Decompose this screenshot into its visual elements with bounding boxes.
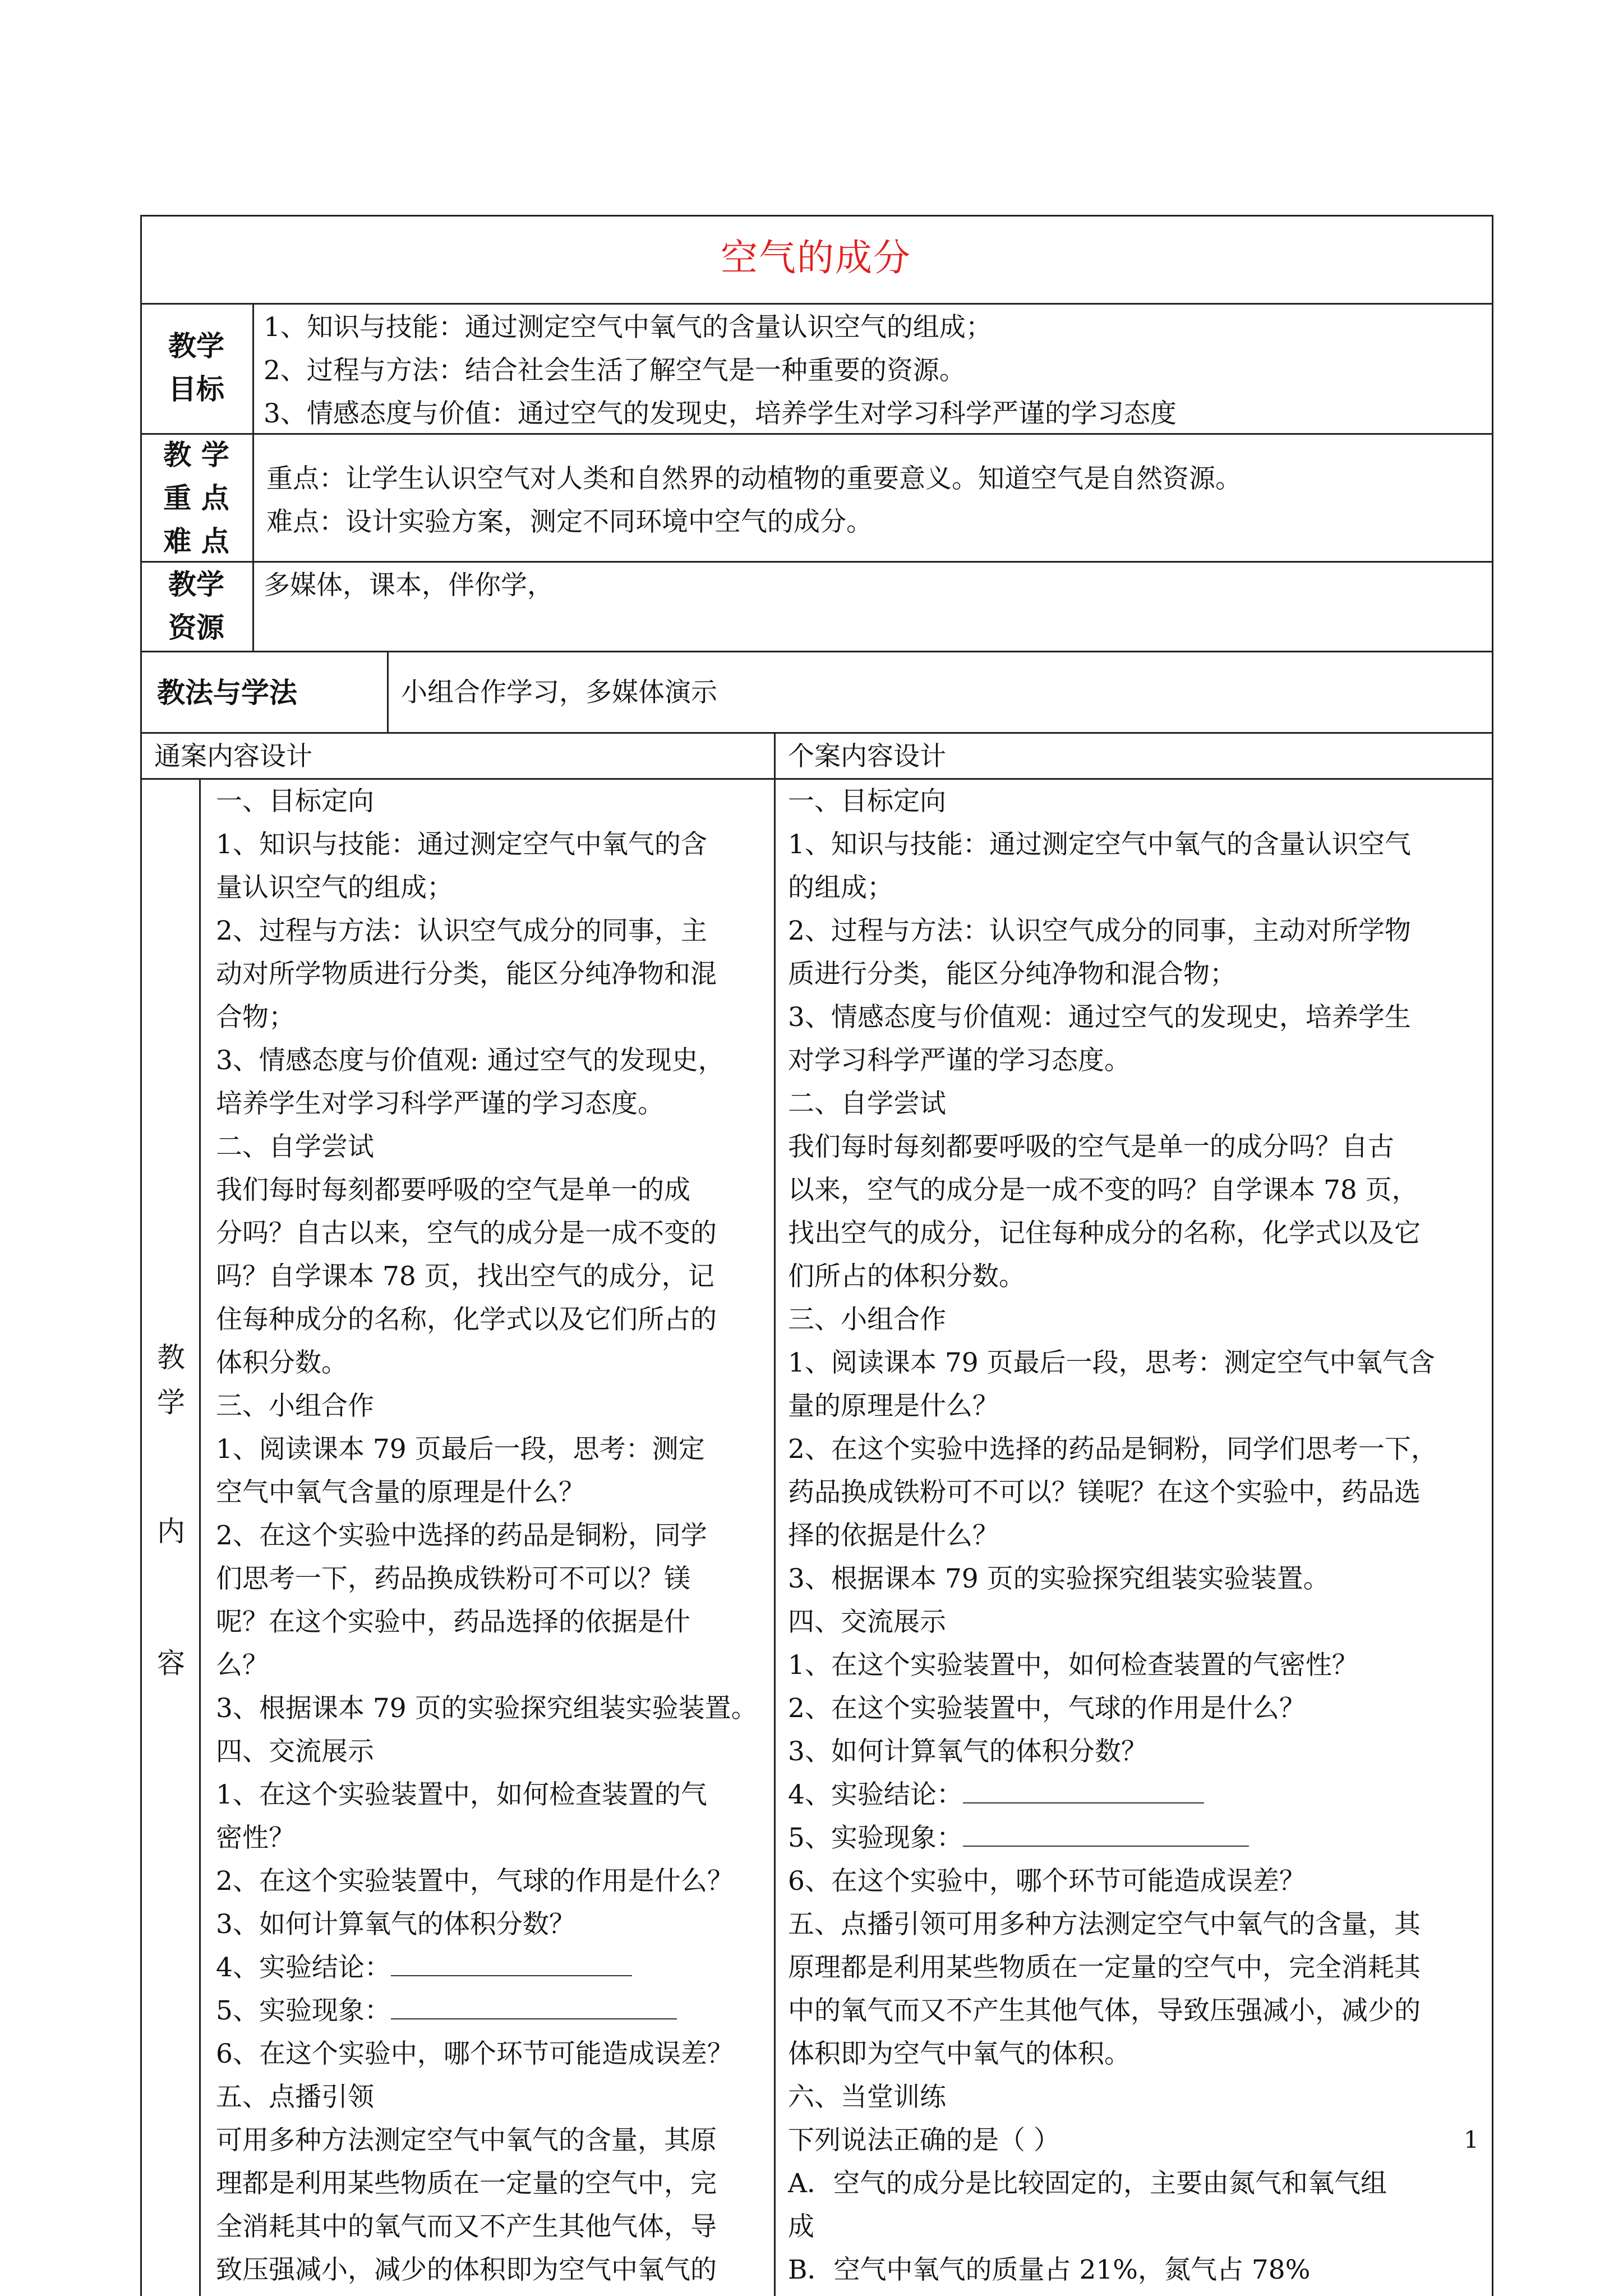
content-line — [788, 1816, 1489, 1860]
line-text: 二、自学尝试 — [216, 1131, 374, 1162]
line-text: 择的依据是什么？ — [788, 1520, 999, 1551]
line-text: 呢？在这个实验中，药品选择的依据是什 — [216, 1607, 690, 1637]
methods-label: 教法与学法 — [157, 676, 297, 709]
content-line — [788, 953, 1489, 996]
keypoints-label: 教 学 重 点 难 点 — [163, 438, 229, 558]
content-line — [216, 1212, 771, 1255]
content-line — [788, 1989, 1489, 2032]
content-line — [216, 1298, 771, 1341]
content-line — [216, 1471, 771, 1514]
content-line — [216, 1816, 771, 1860]
line-text: 五、点播引领可用多种方法测定空气中氧气的含量，其 — [788, 1909, 1421, 1940]
left-column-header: 通案内容设计 — [154, 741, 312, 772]
content-line — [788, 2076, 1489, 2119]
content-line — [216, 1039, 771, 1082]
line-text: 我们每时每刻都要呼吸的空气是单一的成 — [216, 1175, 690, 1205]
content-line — [216, 780, 771, 823]
line-text: 空气中氧气含量的原理是什么？ — [216, 1477, 585, 1508]
line-text: 1、阅读课本 79 页最后一段，思考：测定空气中氧气含 — [788, 1347, 1435, 1378]
content-line — [788, 1514, 1489, 1557]
content-line — [216, 1168, 771, 1212]
content-line — [216, 823, 771, 866]
line-text: 2、在这个实验装置中，气球的作用是什么？ — [216, 1866, 734, 1897]
line-text: 药品换成铁粉可不可以？镁呢？在这个实验中，药品选 — [788, 1477, 1421, 1508]
line-text: 致压强减小，减少的体积即为空气中氧气的 — [216, 2254, 717, 2285]
content-line — [216, 1082, 771, 1125]
line-text: 培养学生对学习科学严谨的学习态度。 — [216, 1088, 664, 1119]
side-label-char: 教 — [157, 1341, 185, 1374]
content-line — [788, 1255, 1489, 1298]
keypoint-item: 重点：让学生认识空气对人类和自然界的动植物的重要意义。知道空气是自然资源。 — [266, 463, 1242, 494]
objectives-label: 教学 目标 — [168, 329, 224, 406]
line-text: 以来，空气的成分是一成不变的吗？自学课本 78 页， — [788, 1175, 1418, 1205]
content-line — [216, 1384, 771, 1428]
line-text: 2、过程与方法：认识空气成分的同事，主 — [216, 915, 707, 946]
line-text: 体积分数。 — [216, 1347, 348, 1378]
methods-text: 小组合作学习，多媒体演示 — [401, 677, 717, 708]
line-text: 们所占的体积分数。 — [788, 1261, 1025, 1292]
content-line — [788, 2119, 1489, 2162]
content-line — [788, 1212, 1489, 1255]
content-line — [216, 866, 771, 909]
line-text: 住每种成分的名称，化学式以及它们所占的 — [216, 1304, 717, 1335]
table-rule-resources — [140, 651, 1493, 652]
content-line — [788, 1039, 1489, 1082]
line-text: 2、在这个实验中选择的药品是铜粉，同学们思考一下， — [788, 1434, 1437, 1465]
content-line — [216, 1644, 771, 1687]
line-text: 么？ — [216, 1650, 269, 1681]
content-line — [788, 1687, 1489, 1730]
content-line — [788, 1557, 1489, 1600]
content-line — [788, 866, 1489, 909]
content-line — [788, 1903, 1489, 1946]
line-text: 2、在这个实验装置中，气球的作用是什么？ — [788, 1693, 1306, 1724]
general-plan-content — [216, 780, 771, 2292]
line-text: 分吗？自古以来，空气的成分是一成不变的 — [216, 1218, 717, 1249]
side-label-divider — [199, 778, 201, 2296]
table-rule-title — [140, 303, 1493, 305]
content-line — [788, 1082, 1489, 1125]
line-text: 四、交流展示 — [216, 1736, 374, 1767]
line-text: 1、阅读课本 79 页最后一段，思考：测定 — [216, 1434, 705, 1465]
line-text: 动对所学物质进行分类，能区分纯净物和混 — [216, 959, 717, 990]
content-line — [216, 1687, 771, 1730]
line-text: 我们每时每刻都要呼吸的空气是单一的成分吗？自古 — [788, 1131, 1394, 1162]
line-text: 质进行分类，能区分纯净物和混合物； — [788, 959, 1236, 990]
content-line — [216, 1773, 771, 1816]
answer-blank — [391, 1953, 632, 1976]
content-line — [216, 1730, 771, 1773]
line-text: 6、在这个实验中，哪个环节可能造成误差？ — [216, 2039, 734, 2069]
line-text: 的组成； — [788, 872, 893, 903]
content-line — [216, 909, 771, 953]
content-line — [788, 2248, 1489, 2292]
line-text: 们思考一下，药品换成铁粉可不可以？镁 — [216, 1563, 690, 1594]
line-text: 四、交流展示 — [788, 1607, 946, 1637]
content-line — [216, 2032, 771, 2076]
line-text: 一、目标定向 — [788, 786, 946, 817]
line-text: 3、根据课本 79 页的实验探究组装实验装置。 — [788, 1563, 1330, 1594]
content-line — [788, 2205, 1489, 2248]
content-line — [788, 823, 1489, 866]
line-text: A．空气的成分是比较固定的，主要由氮气和氧气组 — [788, 2168, 1387, 2199]
table-border-top — [140, 215, 1493, 217]
keypoint-item: 难点：设计实验方案，测定不同环境中空气的成分。 — [266, 507, 873, 537]
content-line — [788, 1860, 1489, 1903]
line-text: 吗？自学课本 78 页，找出空气的成分，记 — [216, 1261, 714, 1292]
line-text: 可用多种方法测定空气中氧气的含量，其原 — [216, 2125, 717, 2156]
answer-blank — [963, 1823, 1249, 1847]
content-line — [216, 1557, 771, 1600]
line-text: 体积即为空气中氧气的体积。 — [788, 2039, 1131, 2069]
content-line — [788, 780, 1489, 823]
content-line — [788, 1428, 1489, 1471]
line-text: 密性？ — [216, 1823, 295, 1853]
resources-label: 教学 资源 — [168, 568, 224, 644]
content-line — [216, 1125, 771, 1168]
document-title: 空气的成分 — [721, 236, 911, 279]
content-line — [216, 953, 771, 996]
line-text: 5、实验现象： — [788, 1823, 963, 1853]
content-line — [216, 1946, 771, 1989]
line-text: 原理都是利用某些物质在一定量的空气中，完全消耗其 — [788, 1952, 1421, 1983]
content-line — [216, 996, 771, 1039]
content-line — [788, 2162, 1489, 2205]
content-line — [788, 1600, 1489, 1644]
line-text: 下列说法正确的是（ ） — [788, 2125, 1060, 2156]
line-text: 5、实验现象： — [216, 1995, 391, 2026]
content-line — [216, 1341, 771, 1384]
content-column-divider — [774, 732, 776, 2296]
content-line — [788, 1125, 1489, 1168]
keypoints-list — [266, 457, 1242, 544]
content-line — [788, 1471, 1489, 1514]
content-line — [216, 1600, 771, 1644]
content-line — [788, 1168, 1489, 1212]
line-text: 成 — [788, 2211, 814, 2242]
side-label-char: 容 — [157, 1647, 185, 1680]
side-label-char: 学 — [157, 1386, 185, 1419]
right-column-header: 个案内容设计 — [788, 741, 946, 772]
content-line — [216, 2205, 771, 2248]
line-text: 3、情感态度与价值观: 通过空气的发现史， — [216, 1045, 725, 1076]
line-text: 合物； — [216, 1002, 295, 1033]
content-line — [216, 1989, 771, 2032]
content-line — [788, 1384, 1489, 1428]
line-text: 1、知识与技能：通过测定空气中氧气的含量认识空气 — [788, 829, 1411, 860]
line-text: 1、知识与技能：通过测定空气中氧气的含 — [216, 829, 707, 860]
individual-plan-content — [788, 780, 1489, 2292]
line-text: 2、过程与方法：认识空气成分的同事，主动对所学物 — [788, 915, 1411, 946]
content-line — [216, 2162, 771, 2205]
line-text: 找出空气的成分，记住每种成分的名称，化学式以及它 — [788, 1218, 1421, 1249]
line-text: 中的氧气而又不产生其他气体，导致压强减小，减少的 — [788, 1995, 1421, 2026]
line-text: 二、自学尝试 — [788, 1088, 946, 1119]
table-rule-keypoints — [140, 561, 1493, 563]
content-line — [788, 1730, 1489, 1773]
content-line — [216, 2119, 771, 2162]
objectives-list — [264, 306, 1177, 435]
answer-blank — [391, 1996, 677, 2019]
line-text: 五、点播引领 — [216, 2082, 374, 2113]
line-text: 量认识空气的组成； — [216, 872, 453, 903]
content-line — [788, 1773, 1489, 1816]
content-line — [788, 996, 1489, 1039]
answer-blank — [963, 1780, 1204, 1803]
line-text: 3、根据课本 79 页的实验探究组装实验装置。 — [216, 1693, 758, 1724]
content-line — [216, 2076, 771, 2119]
line-text: 1、在这个实验装置中，如何检查装置的气密性？ — [788, 1650, 1358, 1681]
line-text: 3、情感态度与价值观：通过空气的发现史，培养学生 — [788, 1002, 1411, 1033]
line-text: 三、小组合作 — [216, 1391, 374, 1421]
line-text: 3、如何计算氧气的体积分数？ — [216, 1909, 575, 1940]
line-text: B．空气中氧气的质量占 21%，氮气占 78% — [788, 2254, 1311, 2285]
table-rule-methods — [140, 732, 1493, 734]
line-text: 三、小组合作 — [788, 1304, 946, 1335]
content-line — [216, 1514, 771, 1557]
line-text: 4、实验结论： — [788, 1779, 963, 1810]
line-text: 3、如何计算氧气的体积分数？ — [788, 1736, 1147, 1767]
table-border-left — [140, 215, 142, 2296]
page-number: 1 — [1464, 2126, 1479, 2154]
line-text: 理都是利用某些物质在一定量的空气中，完 — [216, 2168, 717, 2199]
line-text: 2、在这个实验中选择的药品是铜粉，同学 — [216, 1520, 707, 1551]
line-text: 1、在这个实验装置中，如何检查装置的气 — [216, 1779, 707, 1810]
side-label-char: 内 — [157, 1515, 185, 1548]
content-line — [216, 2248, 771, 2292]
line-text: 对学习科学严谨的学习态度。 — [788, 1045, 1131, 1076]
content-line — [788, 1946, 1489, 1989]
content-line — [788, 1298, 1489, 1341]
content-line — [216, 1860, 771, 1903]
label-column-divider — [252, 303, 254, 651]
line-text: 量的原理是什么？ — [788, 1391, 999, 1421]
line-text: 全消耗其中的氧气而又不产生其他气体，导 — [216, 2211, 717, 2242]
line-text: 一、目标定向 — [216, 786, 374, 817]
content-line — [788, 1644, 1489, 1687]
content-line — [216, 1255, 771, 1298]
table-border-right — [1492, 215, 1493, 2296]
objective-item: 3、情感态度与价值：通过空气的发现史，培养学生对学习科学严谨的学习态度 — [264, 398, 1177, 429]
content-line — [216, 1903, 771, 1946]
objective-item: 1、知识与技能：通过测定空气中氧气的含量认识空气的组成； — [264, 312, 992, 343]
line-text: 6、在这个实验中，哪个环节可能造成误差？ — [788, 1866, 1306, 1897]
objective-item: 2、过程与方法：结合社会生活了解空气是一种重要的资源。 — [264, 355, 966, 386]
content-line — [216, 1428, 771, 1471]
resources-text: 多媒体，课本，伴你学， — [264, 570, 554, 601]
content-line — [788, 2032, 1489, 2076]
line-text: 六、当堂训练 — [788, 2082, 946, 2113]
content-line — [788, 909, 1489, 953]
content-line — [788, 1341, 1489, 1384]
line-text: 4、实验结论： — [216, 1952, 391, 1983]
